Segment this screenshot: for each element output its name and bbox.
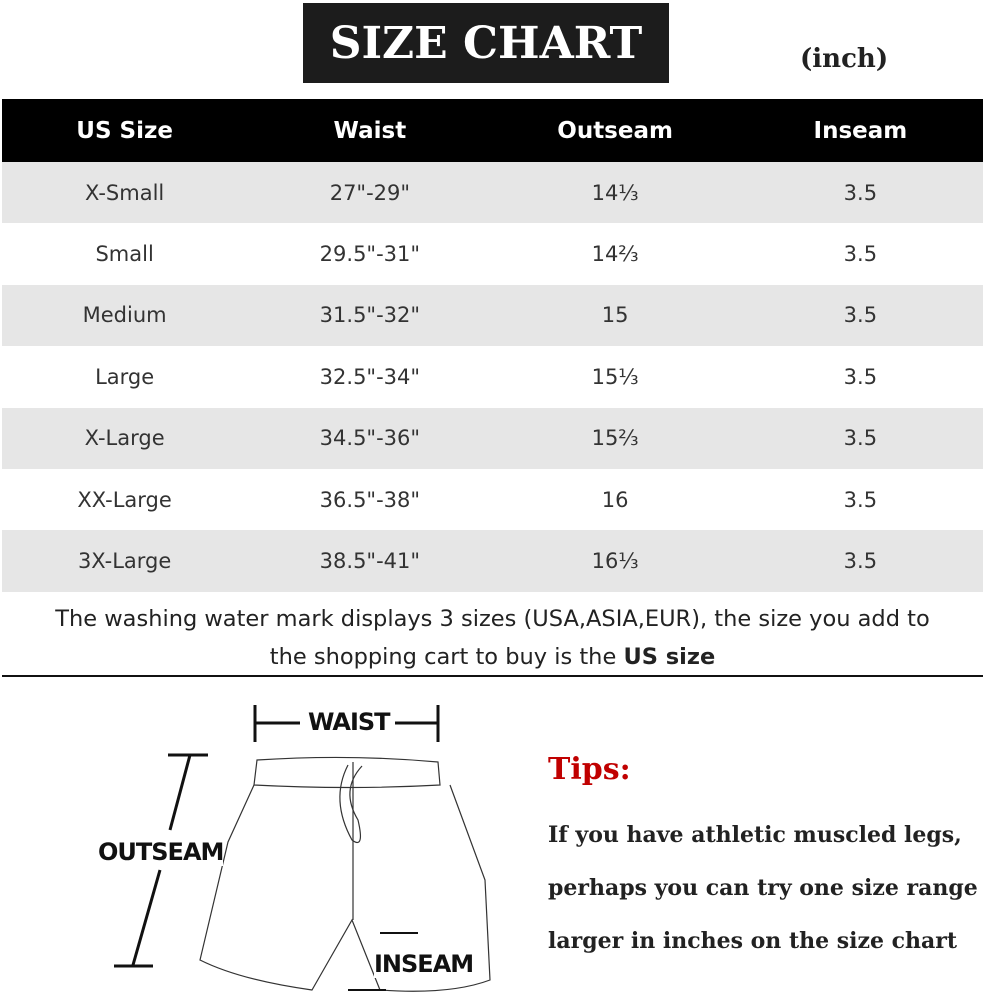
- table-header-row: [2, 99, 983, 162]
- tips-heading: Tips:: [548, 752, 631, 787]
- cell-size: 3X-Large: [2, 530, 247, 591]
- cell-size: Medium: [2, 285, 247, 346]
- header-outseam: Outseam: [493, 99, 738, 162]
- table-row: [2, 223, 983, 284]
- note-line-1: The washing water mark displays 3 sizes (USA,ASIA,EUR), the size you add to: [55, 606, 930, 632]
- cell-outseam: 16: [601, 487, 629, 512]
- note-us-size: US size: [623, 644, 716, 670]
- cell-outseam: 16⅓: [493, 530, 738, 591]
- size-table: [2, 99, 983, 592]
- header-us-size: US Size: [2, 99, 247, 162]
- tip-line-1: If you have athletic muscled legs,: [548, 822, 962, 848]
- table-row: [2, 530, 983, 591]
- tip-line-3: larger in inches on the size chart: [548, 928, 958, 954]
- table-row: [2, 162, 983, 223]
- cell-inseam: 3.5: [738, 408, 983, 469]
- header-waist: Waist: [247, 99, 492, 162]
- cell-waist: 36.5"-38": [319, 487, 421, 512]
- table-row: [2, 285, 983, 346]
- note-line-2: [0, 638, 985, 676]
- cell-outseam: 15⅔: [493, 408, 738, 469]
- divider: [2, 675, 983, 677]
- cell-size: Small: [95, 242, 154, 267]
- size-note: [0, 600, 985, 676]
- cell-size: XX-Large: [77, 487, 172, 512]
- cell-outseam: 15: [493, 285, 738, 346]
- size-chart-title: SIZE CHART: [303, 3, 669, 83]
- cell-size: X-Large: [2, 408, 247, 469]
- cell-inseam: 3.5: [738, 162, 983, 223]
- cell-waist: 38.5"-41": [247, 530, 492, 591]
- cell-inseam: 3.5: [843, 242, 878, 267]
- table-row: [2, 469, 983, 530]
- cell-waist: 34.5"-36": [247, 408, 492, 469]
- inseam-label: INSEAM: [374, 950, 474, 978]
- cell-waist: 32.5"-34": [319, 364, 421, 389]
- cell-outseam: 14⅓: [493, 162, 738, 223]
- cell-waist: 27"-29": [247, 162, 492, 223]
- outseam-label: OUTSEAM: [98, 838, 224, 866]
- header-inseam: Inseam: [738, 99, 983, 162]
- cell-size: X-Small: [2, 162, 247, 223]
- note-line-2-text: the shopping cart to buy is the: [269, 644, 624, 670]
- cell-inseam: 3.5: [843, 364, 878, 389]
- table-row: [2, 408, 983, 469]
- cell-size: Large: [95, 364, 155, 389]
- tip-line-2: perhaps you can try one size range: [548, 875, 978, 901]
- unit-label: (inch): [800, 44, 889, 74]
- cell-waist: 31.5"-32": [247, 285, 492, 346]
- cell-waist: 29.5"-31": [319, 242, 421, 267]
- cell-inseam: 3.5: [738, 530, 983, 591]
- table-row: [2, 346, 983, 407]
- cell-inseam: 3.5: [738, 285, 983, 346]
- cell-outseam: 14⅔: [591, 242, 639, 267]
- waist-label: WAIST: [308, 708, 390, 736]
- cell-inseam: 3.5: [843, 487, 878, 512]
- cell-outseam: 15⅓: [591, 364, 639, 389]
